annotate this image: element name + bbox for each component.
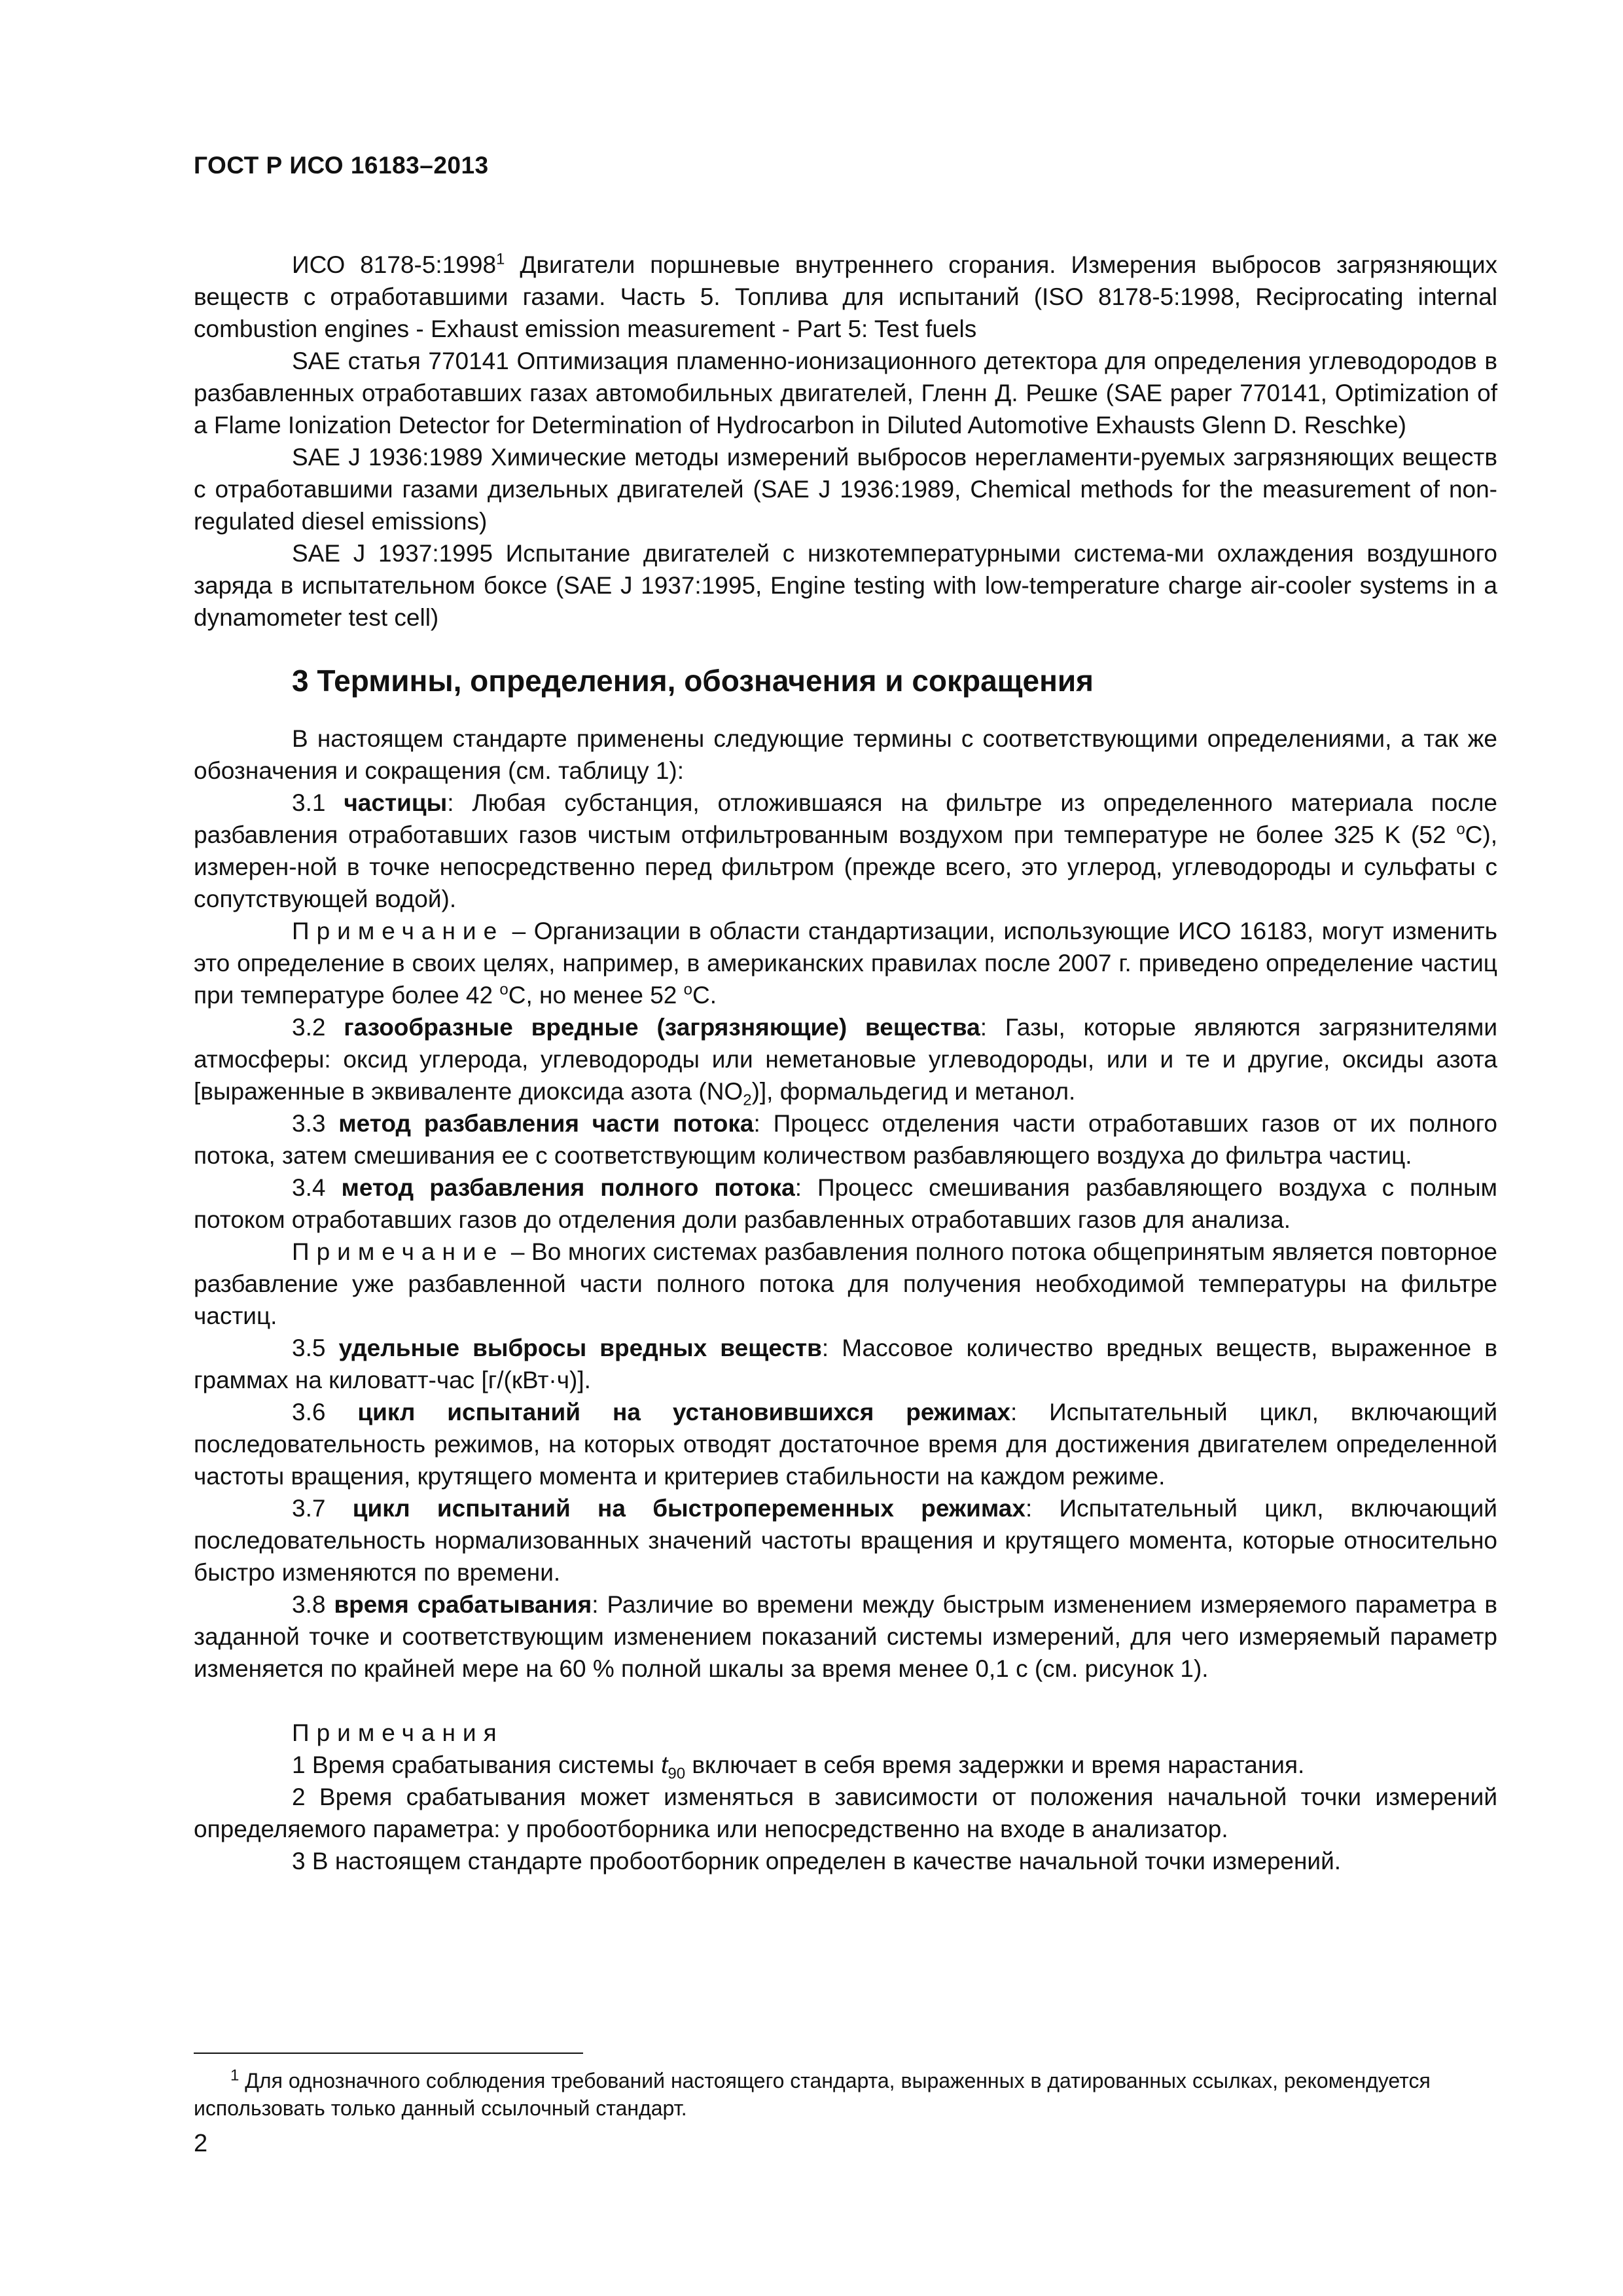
- term-number: 3.4: [292, 1174, 342, 1201]
- term-3-8: [194, 1588, 1497, 1685]
- term-name: удельные выбросы вредных веществ: [338, 1335, 822, 1361]
- term-name: газообразные вредные (загрязняющие) вещества: [344, 1014, 980, 1041]
- term-definition-end: )], формальдегид и метанол.: [751, 1078, 1076, 1105]
- note-text: – Организации в области стандартизации, использующие ИСО 16183, могут изменить это определение в своих целях, например, в американских правилах после 2007 г. приведено определение частиц при температуре более 42: [194, 918, 1497, 1009]
- note-label: Примечание: [292, 918, 505, 944]
- term-3-5: [194, 1332, 1497, 1396]
- document-header: ГОСТ Р ИСО 16183–2013: [194, 152, 489, 179]
- note-text: 1 Время срабатывания системы: [292, 1751, 662, 1778]
- notes-heading: [194, 1717, 1497, 1749]
- term-name: частицы: [344, 789, 448, 816]
- term-definition: : Испытательный цикл, включающий последовательность режимов, на которых отводят достаточное время для достижения двигателем определенной частоты вращения, крутящего момента и критериев стабильности на каждом режиме.: [194, 1399, 1497, 1490]
- reference-sae-j1937: SAE J 1937:1995 Испытание двигателей с низкотемпературными система-ми охлаждения воздушного заряда в испытательном боксе (SAE J 1937:1995, Engine testing with low-temperature charge air-cooler systems in a dynamometer test cell): [194, 540, 1497, 631]
- section-heading: 3 Термины, определения, обозначения и сокращения: [292, 664, 1094, 698]
- footnote-text: Для однозначного соблюдения требований настоящего стандарта, выраженных в датированных ссылках, рекомендуется использовать только данный ссылочный стандарт.: [194, 2069, 1431, 2120]
- footnote-marker: 1: [496, 250, 505, 268]
- term-number: 3.5: [292, 1335, 339, 1361]
- page-number: 2: [194, 2130, 208, 2157]
- spacer: [194, 1685, 1497, 1717]
- reference-sae-j1936: SAE J 1936:1989 Химические методы измерений выбросов нерегламенти-руемых загрязняющих веществ с отработавшими газами дизельных двигателей (SAE J 1936:1989, Chemical methods for the measurement of non-regulated diesel emissions): [194, 444, 1497, 535]
- term-3-4: [194, 1172, 1497, 1236]
- degree-mark: о: [1456, 820, 1465, 838]
- term-name: метод разбавления полного потока: [341, 1174, 795, 1201]
- degree-mark: о: [683, 980, 692, 999]
- term-name: время срабатывания: [334, 1591, 592, 1618]
- note-text: C, но менее 52: [508, 982, 684, 1009]
- term-3-1: [194, 787, 1497, 915]
- note-item-2: 2 Время срабатывания может изменяться в зависимости от положения начальной точки измерений определяемого параметра: у пробоотборника или непосредственно на входе в анализатор.: [194, 1784, 1497, 1842]
- footnote: [194, 2067, 1497, 2122]
- footnote-marker: 1: [230, 2066, 240, 2085]
- note-item-3: 3 В настоящем стандарте пробоотборник определен в качестве начальной точки измерений.: [292, 1848, 1342, 1874]
- note-text: C.: [692, 982, 717, 1009]
- note-1: [194, 915, 1497, 1011]
- term-3-6: [194, 1396, 1497, 1492]
- term-number: 3.7: [292, 1495, 353, 1522]
- term-definition: : Газы, которые являются загрязнителями атмосферы: оксид углерода, углеводороды или неметановые углеводороды, или и те и другие, оксиды азота [выраженные в эквиваленте диоксида азота (NO: [194, 1014, 1498, 1105]
- term-number: 3.6: [292, 1399, 358, 1426]
- term-number: 3.8: [292, 1591, 334, 1618]
- term-name: цикл испытаний на установившихся режимах: [357, 1399, 1010, 1426]
- document-body: [194, 249, 1497, 1877]
- term-name: метод разбавления части потока: [338, 1110, 754, 1137]
- term-definition: : Массовое количество вредных веществ, выраженное в граммах на киловатт-час [г/(кВт·ч)].: [194, 1335, 1497, 1393]
- term-number: 3.3: [292, 1110, 339, 1137]
- term-definition-end: C), измерен-ной в точке непосредственно перед фильтром (прежде всего, это углерод, углеводороды и сульфаты с сопутствующей водой).: [194, 821, 1497, 912]
- subscript: 2: [743, 1091, 752, 1109]
- note-text: – Во многих системах разбавления полного потока общепринятым является повторное разбавление уже разбавленной части полного потока для получения необходимой температуры на фильтре частиц.: [194, 1238, 1497, 1329]
- note-text: включает в себя время задержки и время нарастания.: [685, 1751, 1305, 1778]
- term-3-7: [194, 1492, 1497, 1588]
- footnote-divider: [194, 2053, 583, 2054]
- term-3-2: [194, 1011, 1497, 1107]
- term-definition: : Любая субстанция, отложившаяся на фильтре из определенного материала после разбавления отработавших газов чистым отфильтрованным воздухом при температуре не более 325 K (52: [194, 789, 1498, 848]
- symbol-t: t: [661, 1751, 668, 1778]
- term-name: цикл испытаний на быстропеременных режимах: [352, 1495, 1026, 1522]
- term-definition: : Испытательный цикл, включающий последовательность нормализованных значений частоты вращения и крутящего момента, которые относительно быстро изменяются по времени.: [194, 1495, 1497, 1586]
- reference-sae-770141: SAE статья 770141 Оптимизация пламенно-ионизационного детектора для определения углеводородов в разбавленных отработавших газах автомобильных двигателей, Гленн Д. Решке (SAE paper 770141, Optimization of a Flame Ionization Detector for Determination of Hydrocarbon in Diluted Automotive Exhausts Glenn D. Reschke): [194, 348, 1497, 439]
- reference-lead: ИСО 8178-5:1998: [292, 251, 497, 278]
- subscript: 90: [668, 1765, 686, 1783]
- term-definition: : Процесс отделения части отработавших газов от их полного потока, затем смешивания ее с соответствующим количеством разбавляющего воздуха до фильтра частиц.: [194, 1110, 1497, 1169]
- term-definition: : Различие во времени между быстрым изменением измеряемого параметра в заданной точке и соответствующим изменением показаний системы измерений, для чего измеряемый параметр изменяется по крайней мере на 60 % полной шкалы за время менее 0,1 с (см. рисунок 1).: [194, 1591, 1497, 1682]
- term-3-3: [194, 1107, 1497, 1172]
- note-2: [194, 1236, 1497, 1332]
- degree-mark: о: [499, 980, 508, 999]
- reference-iso-8178-5: [194, 249, 1497, 345]
- reference-text: Двигатели поршневые внутреннего сгорания. Измерения выбросов загрязняющих веществ с отработавшими газами. Часть 5. Топлива для испытаний (ISO 8178-5:1998, Reciprocating internal combustion engines - Exhaust emission measurement - Part 5: Test fuels: [194, 251, 1497, 342]
- note-label: Примечание: [292, 1238, 505, 1265]
- term-definition: : Процесс смешивания разбавляющего воздуха с полным потоком отработавших газов до отделения доли разбавленных отработавших газов для анализа.: [194, 1174, 1497, 1233]
- term-number: 3.1: [292, 789, 344, 816]
- note-item-1: [194, 1749, 1497, 1781]
- notes-label: Примечания: [292, 1719, 504, 1746]
- section-intro: В настоящем стандарте применены следующие термины с соответствующими определениями, а так же обозначения и сокращения (см. таблицу 1):: [194, 725, 1497, 784]
- term-number: 3.2: [292, 1014, 344, 1041]
